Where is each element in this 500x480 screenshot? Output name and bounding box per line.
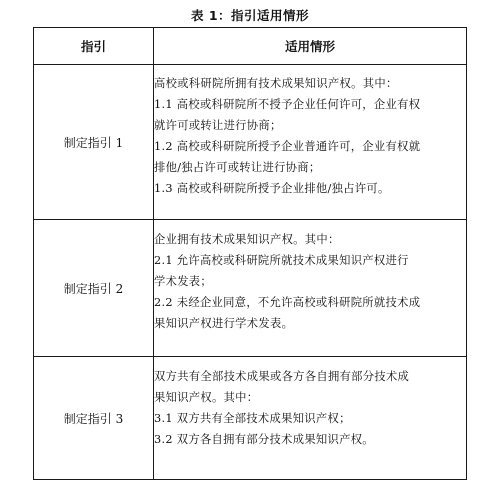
content-line: 果知识产权进行学术发表。: [154, 317, 294, 330]
table-row: [34, 220, 467, 357]
content-line: 2.1 允许高校或科研院所就技术成果知识产权进行: [154, 254, 409, 267]
content-line: 2.2 未经企业同意，不允许高校或科研院所就技术成: [154, 296, 421, 309]
row-content: [154, 357, 467, 480]
content-line: 学术发表；: [154, 275, 212, 288]
row-label: 制定指引 3: [34, 357, 154, 480]
content-line: 1.1 高校或科研院所不授予企业任何许可，企业有权: [154, 98, 421, 111]
row-content: [154, 220, 467, 357]
row-label: 制定指引 1: [34, 65, 154, 220]
guidance-table: [33, 27, 467, 480]
table-row: [34, 65, 467, 220]
table-caption: 表 1：指引适用情形: [190, 8, 310, 23]
content-line: 1.3 高校或科研院所授予企业排他/独占许可。: [154, 182, 390, 195]
header-guide: 指引: [34, 28, 154, 65]
content-line: 企业拥有技术成果知识产权。其中：: [154, 233, 340, 246]
table-header-row: [34, 28, 467, 65]
row-content: [154, 65, 467, 220]
content-line: 就许可或转让进行协商；: [154, 119, 282, 132]
content-line: 1.2 高校或科研院所授予企业普通许可，企业有权就: [154, 140, 421, 153]
content-line: 3.1 双方共有全部技术成果知识产权；: [154, 412, 351, 425]
header-applicable-situation: 适用情形: [154, 28, 467, 65]
row-label: 制定指引 2: [34, 220, 154, 357]
table-row: [34, 357, 467, 480]
content-line: 果知识产权。其中：: [154, 391, 259, 404]
content-line: 双方共有全部技术成果或各方各自拥有部分技术成: [154, 370, 410, 383]
content-line: 3.2 双方各自拥有部分技术成果知识产权。: [154, 433, 374, 446]
content-line: 高校或科研院所拥有技术成果知识产权。其中：: [154, 77, 398, 90]
content-line: 排他/独占许可或转让进行协商；: [154, 161, 321, 174]
